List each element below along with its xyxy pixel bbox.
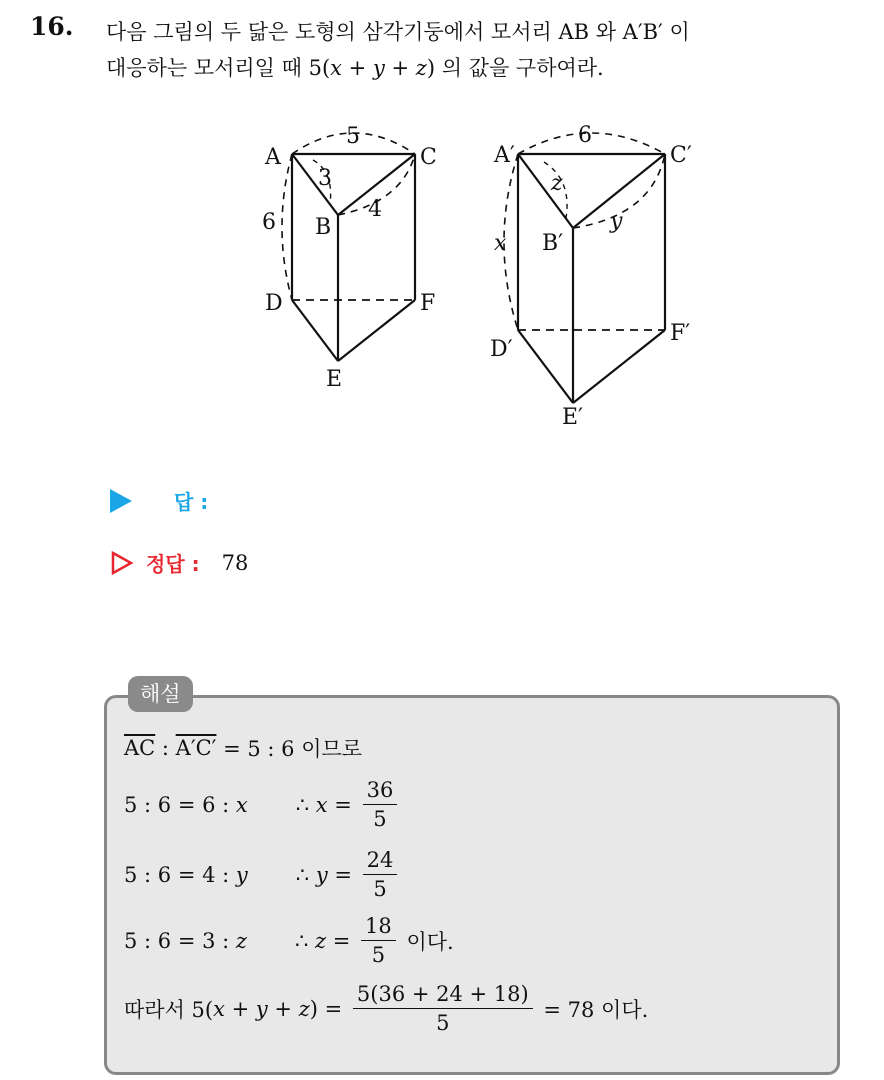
prism2-label-b: B′: [542, 231, 564, 256]
segment-ac: $\overline{AC}$: [124, 736, 156, 760]
prism1-label-d: D: [265, 291, 283, 316]
ratio-text: = 5 : 6 이므로: [216, 737, 363, 761]
prism-1: [282, 133, 415, 361]
eq-z: =: [326, 928, 358, 953]
prism2-label-e: E′: [562, 405, 584, 430]
solution-tag: 해설: [128, 676, 193, 712]
var-z: z: [235, 928, 247, 953]
prism2-label-a: A′: [494, 143, 515, 168]
prism2-label-c: C′: [670, 143, 692, 168]
proportion-y: 5 : 6 = 4 :: [124, 862, 236, 887]
prism2-label-d: D′: [490, 337, 513, 362]
solution-line-1: [124, 733, 362, 763]
prism1-arc-ad: [282, 154, 292, 300]
var-x-result: x: [315, 792, 328, 817]
conclusion-denominator: 5: [436, 1011, 450, 1035]
var-y-result: y: [315, 862, 328, 887]
prism1-label-b: B: [315, 215, 332, 240]
ratio-colon: :: [155, 736, 176, 760]
prism2-edge-ab: [518, 154, 573, 228]
proportion-x: 5 : 6 = 6 :: [124, 792, 236, 817]
conclusion-tail: = 78 이다.: [536, 997, 649, 1022]
prism2-length-ab: z: [551, 171, 563, 196]
conclusion-prefix: 따라서 5(: [124, 997, 214, 1022]
conclusion-eq: ) =: [309, 996, 349, 1021]
question-expression: x + y + z: [330, 56, 427, 80]
prism-2: [504, 133, 665, 403]
therefore-z: ∴: [294, 928, 316, 953]
conclusion-numerator: 5(36 + 24 + 18): [353, 982, 533, 1009]
prism2-length-bc: y: [610, 209, 623, 234]
fraction-x-denominator: 5: [373, 807, 387, 831]
var-x: x: [235, 792, 248, 817]
prism2-label-f: F′: [670, 321, 691, 346]
similar-prisms-figure: [250, 112, 720, 442]
eq-x: =: [327, 792, 359, 817]
prism2-edge-ef: [573, 330, 665, 403]
prism2-edge-de: [518, 330, 573, 403]
outline-triangle-icon: [110, 551, 134, 575]
fraction-z-numerator: 18: [361, 914, 396, 941]
play-triangle-icon: [110, 489, 132, 513]
question-text: [106, 14, 866, 86]
conclusion-fraction: [353, 982, 533, 1035]
line-4-tail: 이다.: [399, 929, 454, 954]
question-line-2-prefix: 대응하는 모서리일 때 5(: [106, 56, 331, 80]
prism1-length-bc: 4: [368, 197, 382, 222]
therefore-x: ∴: [295, 792, 316, 817]
answer-label: 답 :: [174, 490, 209, 514]
fraction-x: [363, 778, 398, 831]
prism2-length-ad: x: [494, 231, 507, 256]
solution-line-5: [124, 982, 648, 1035]
prism1-label-e: E: [326, 367, 343, 392]
prism1-length-ad: 6: [262, 210, 276, 235]
prism2-length-ac: 6: [578, 123, 592, 148]
solution-line-3: [124, 848, 401, 901]
prism1-edge-ef: [338, 300, 415, 361]
var-z-result: z: [315, 928, 327, 953]
solution-line-4: [124, 914, 454, 967]
segment-a-prime-c-prime: A′C′: [175, 736, 217, 760]
prism1-length-ac: 5: [346, 124, 360, 149]
fraction-z: [361, 914, 396, 967]
var-y: y: [235, 862, 248, 887]
question-line-2-suffix: ) 의 값을 구하여라.: [426, 56, 604, 80]
prism1-label-f: F: [420, 291, 436, 316]
fraction-y-numerator: 24: [363, 848, 398, 875]
correct-answer-value: 78: [221, 550, 249, 575]
proportion-z: 5 : 6 = 3 :: [124, 928, 236, 953]
prism1-label-a: A: [265, 145, 281, 170]
question-number: 16.: [30, 12, 74, 41]
conclusion-expression: x + y + z: [213, 996, 310, 1021]
fraction-z-denominator: 5: [371, 943, 386, 967]
prism1-edge-de: [292, 300, 338, 361]
fraction-y-denominator: 5: [373, 877, 387, 901]
question-line-2: [106, 50, 866, 86]
therefore-y: ∴: [295, 862, 316, 887]
question-line-1: 다음 그림의 두 닮은 도형의 삼각기둥에서 모서리 AB 와 A′B′ 이: [106, 20, 690, 44]
solution-line-2: [124, 778, 401, 831]
answer-row: [110, 486, 208, 515]
prism1-length-ab: 3: [318, 166, 332, 191]
eq-y: =: [327, 862, 359, 887]
correct-answer-label: 정답 :: [146, 552, 200, 576]
fraction-x-numerator: 36: [363, 778, 398, 805]
prism1-label-c: C: [420, 145, 437, 170]
fraction-y: [363, 848, 398, 901]
correct-answer-row: [110, 548, 248, 577]
